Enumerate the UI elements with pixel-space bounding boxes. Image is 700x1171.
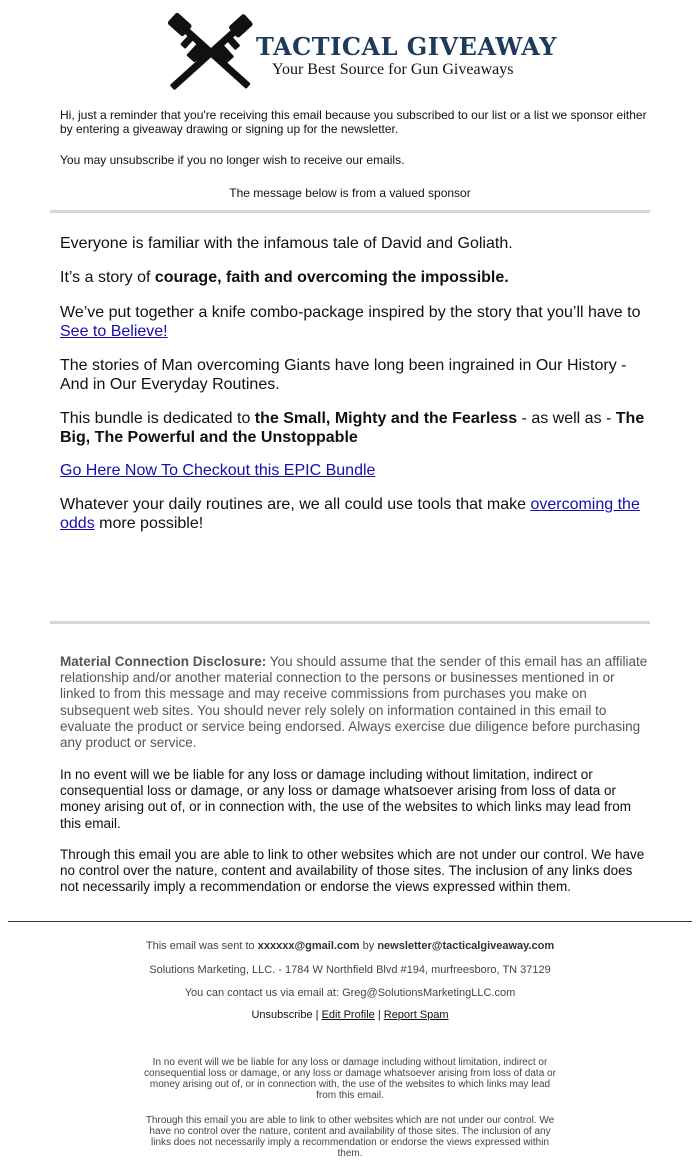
unsubscribe-link[interactable]: Unsubscribe bbox=[251, 1009, 313, 1021]
overcoming-the-odds-link[interactable]: overcoming the odds bbox=[60, 496, 640, 532]
footer-external-links-disclaimer: Through this email you are able to link to other websites which are not under our control. We have no control over the nature, content and availability of those sites. The inclusion of any links does not necessarily imply a recommendation or endorse the views expressed within them. bbox=[145, 1115, 555, 1159]
message-text: - as well as - bbox=[517, 410, 616, 427]
tactical-giveaway-logo[interactable] bbox=[156, 8, 556, 100]
report-spam-link[interactable]: Report Spam bbox=[383, 1009, 449, 1021]
sponsor-note: The message below is from a valued sponsor bbox=[229, 186, 471, 200]
message-bold-text: the Small, Mighty and the Fearless bbox=[254, 410, 518, 427]
contact-line: You can contact us via email at: Greg@SolutionsMarketingLLC.com bbox=[184, 987, 516, 999]
logo-tagline: Your Best Source for Gun Giveaways bbox=[272, 61, 514, 78]
crossed-rifles-icon bbox=[156, 8, 266, 100]
message-paragraph bbox=[60, 303, 650, 341]
message-text: This bundle is dedicated to bbox=[60, 410, 255, 427]
message-text: It’s a story of bbox=[60, 269, 155, 286]
disclosure-text: You should assume that the sender of this email has an affiliate relationship and/or another material connection to the persons or businesses mentioned in or linked to from this message and may receive commissions from purchases you make on subsequent web sites. You should never rely solely on information contained in this email to evaluate the product or service being endorsed. Always exercise due diligence before purchasing any product or service. bbox=[60, 654, 648, 751]
footer-liability-disclaimer: In no event will we be liable for any loss or damage including without limitation, indirect or consequential loss or damage, or any loss or damage whatsoever arising from loss of data or money arising out of, or in connection with, the use of the websites to which links may lead from this email. bbox=[144, 1057, 556, 1101]
message-bold-text: courage, faith and overcoming the impossible. bbox=[154, 269, 509, 286]
message-paragraph bbox=[60, 461, 650, 480]
message-text: Whatever your daily routines are, we all could use tools that make bbox=[60, 496, 531, 513]
message-paragraph: Everyone is familiar with the infamous tale of David and Goliath. bbox=[60, 235, 513, 252]
recipient-email: xxxxxx@gmail.com bbox=[257, 940, 360, 952]
link-separator: | bbox=[312, 1009, 322, 1021]
message-paragraph bbox=[60, 268, 650, 287]
footer-divider bbox=[8, 921, 692, 922]
sent-by-word: by bbox=[359, 940, 378, 952]
message-paragraph bbox=[60, 495, 650, 533]
edit-profile-link[interactable]: Edit Profile bbox=[321, 1009, 375, 1021]
disclosure-heading: Material Connection Disclosure: bbox=[60, 654, 267, 669]
logo-title: TACTICAL GIVEAWAY bbox=[256, 32, 557, 61]
sender-email: newsletter@tacticalgiveaway.com bbox=[377, 940, 555, 952]
sent-prefix: This email was sent to bbox=[145, 940, 258, 952]
unsubscribe-note: You may unsubscribe if you no longer wish to receive our emails. bbox=[60, 153, 405, 167]
divider bbox=[50, 210, 650, 213]
divider bbox=[50, 621, 650, 624]
checkout-bundle-link[interactable]: Go Here Now To Checkout this EPIC Bundle bbox=[60, 462, 376, 479]
message-text: We’ve put together a knife combo-package inspired by the story that you’ll have to bbox=[60, 304, 641, 321]
message-paragraph bbox=[60, 409, 650, 447]
material-connection-disclosure bbox=[60, 654, 650, 751]
liability-disclaimer: In no event will we be liable for any loss or damage including without limitation, indirect or consequential loss or damage, or any loss or damage whatsoever arising from loss of data or money arising out of, or in connection with, the use of the websites to which links may lead from this email. bbox=[60, 767, 632, 831]
sent-to-line bbox=[0, 940, 700, 953]
external-links-disclaimer: Through this email you are able to link to other websites which are not under our control. We have no control over the nature, content and availability of those sites. The inclusion of any links does not necessarily imply a recommendation or endorse the views expressed within them. bbox=[60, 847, 645, 895]
see-to-believe-link[interactable]: See to Believe! bbox=[60, 323, 168, 340]
message-bold-text: The Big, The Powerful and the Unstoppable bbox=[60, 410, 645, 446]
link-separator: | bbox=[374, 1009, 384, 1021]
company-address: Solutions Marketing, LLC. - 1784 W Northfield Blvd #194, murfreesboro, TN 37129 bbox=[149, 964, 551, 976]
footer-links bbox=[0, 1009, 700, 1022]
subscription-reminder: Hi, just a reminder that you're receiving this email because you subscribed to our list or a list we sponsor either by entering a giveaway drawing or signing up for the newsletter. bbox=[60, 108, 647, 136]
message-paragraph: The stories of Man overcoming Giants have long been ingrained in Our History - And in Our Everyday Routines. bbox=[60, 357, 627, 393]
message-text: more possible! bbox=[94, 515, 204, 532]
